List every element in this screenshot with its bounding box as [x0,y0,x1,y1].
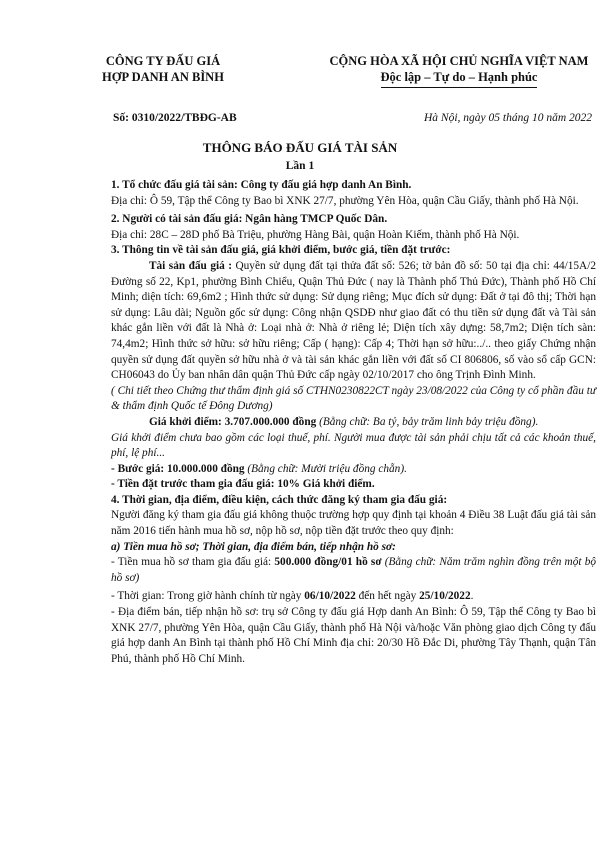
dossier-fee-amount: 500.000 đồng/01 hồ sơ [274,556,382,569]
sale-period-to: 25/10/2022 [419,590,471,603]
asset-description [111,259,596,384]
asset-text: Quyền sử dụng đất tại thửa đất số: 526; tờ bản đồ số: 50 tại địa chỉ: 44/15A/2 Đường số 22, Kp1, phường Bình Chiểu, Quận Thủ Đức ( nay là Thành phố Thủ Đức), Thành phố Hồ Chí Minh; diện tích: 69,6m2 ; Hình thức sử dụng: Sử dụng riêng; Mục đích sử dụng: Đất ở tại đô thị; Thời hạn sử dụng: Lâu dài; Nguồn gốc sử dụng: Công nhận QSDĐ như giao đất có thu tiền sử dụng đất và Tài sản khác gắn liền với đất là Nhà ở: Loại nhà ở: Nhà ở riêng lẻ; Diện tích xây dựng: 58,7m2; Diện tích sàn: 74,4m2; Hình thức sở hữu: sở hữu riêng; Cấp ( hạng): Cấp 4; Thời hạn sở hữu:../.. theo giấy Chứng nhận quyền sử dụng đất quyền sở hữu nhà ở và tài sản khác gắn liền với đất số CI 806806, số vào sổ cấp GCN: CH06043 do Ủy ban nhân dân quận Thủ Đức cấp ngày 02/10/2017 cho ông Trịnh Đình Minh. [111,259,597,382]
sale-period-prefix: - Thời gian: Trong giờ hành chính từ ngày [111,590,305,603]
appraisal-note: ( Chi tiết theo Chứng thư thẩm định giá số CTHN0230822CT ngày 23/08/2022 của Công ty cổ phần đầu tư & thẩm định Quốc tế Đông Dương) [111,384,596,413]
sale-period-mid: đến hết ngày [355,590,420,603]
bid-step-words: (Bằng chữ: Mười triệu đồng chẵn). [244,462,407,475]
section-4a-heading: a) Tiền mua hồ sơ; Thời gian, địa điểm bán, tiếp nhận hồ sơ: [111,540,396,553]
starting-price-label: Giá khởi điểm: 3.707.000.000 đồng [149,415,317,428]
document-title: THÔNG BÁO ĐẤU GIÁ TÀI SẢN [202,140,398,155]
starting-price-words: (Bằng chữ: Ba tỷ, bảy trăm linh bảy triệu đồng). [316,415,539,428]
dossier-fee [111,555,596,586]
section-3-heading: 3. Thông tin về tài sản đấu giá, giá khởi điểm, bước giá, tiền đặt trước: [111,244,451,257]
bid-step-label: - Bước giá: 10.000.000 đồng [111,462,245,475]
org-name-line2: HỢP DANH AN BÌNH [102,70,224,84]
org-name-line1: CÔNG TY ĐẤU GIÁ [105,54,221,68]
starting-price [111,415,596,431]
national-motto: Độc lập – Tự do – Hạnh phúc [381,69,538,88]
nation-name: CỘNG HÒA XÃ HỘI CHỦ NGHĨA VIỆT NAM [329,54,589,68]
section-2-heading: 2. Người có tài sản đấu giá: Ngân hàng TMCP Quốc Dân. [111,213,388,226]
sale-location: - Địa điểm bán, tiếp nhận hồ sơ: trụ sở Công ty đấu giá Hợp danh An Bình: Ô 59, Tập thể Công ty Bao bì XNK 27/7, phường Yên Hòa, quận Cầu Giấy, thành phố Hà Nội và/hoặc Văn phòng giao dịch Công ty đấu giá hợp danh An Bình tại thành phố Hồ Chí Minh địa chỉ: 20/30 Hồ Đắc Di, phường Tây Thạnh, quận Tân Phú, thành phố Hồ Chí Minh. [111,606,596,665]
section-1-address: Địa chỉ: Ô 59, Tập thể Công ty Bao bì XNK 27/7, phường Yên Hòa, quận Cầu Giấy, thành phố Hà Nội. [111,194,579,207]
asset-label: Tài sản đấu giá : [149,259,233,272]
section-1-heading: 1. Tổ chức đấu giá tài sản: Công ty đấu giá hợp danh An Bình. [111,179,412,191]
sale-period-from: 06/10/2022 [304,590,356,603]
national-header [318,53,600,88]
dossier-fee-prefix: - Tiền mua hồ sơ tham gia đấu giá: [111,556,275,569]
issue-date: Hà Nội, ngày 05 tháng 10 năm 2022 [423,112,592,124]
org-header [98,53,228,85]
bid-step [111,462,596,478]
section-4-intro: Người đăng ký tham gia đấu giá không thuộc trường hợp quy định tại khoản 4 Điều 38 Luật đấu giá tài sản năm 2016 tiến hành mua hồ sơ, nộp hồ sơ, nộp tiền đặt trước theo quy định: [111,509,596,538]
deposit: - Tiền đặt trước tham gia đấu giá: 10% Giá khởi điểm. [111,478,375,491]
document-body [111,178,596,667]
sale-period: - Thời gian: Trong giờ hành chính từ ngày 06/10/2022 đến hết ngày 25/10/2022. [111,590,474,603]
dossier-fee-words: (Bằng chữ: Năm trăm nghìn đồng trên một bộ hồ sơ) [111,556,596,584]
reference-number: Số: 0310/2022/TBĐG-AB [113,112,237,124]
section-2-address: Địa chỉ: 28C – 28D phố Bà Triệu, phường Hàng Bài, quận Hoàn Kiếm, thành phố Hà Nội. [111,228,520,241]
section-4-heading: 4. Thời gian, địa điểm, điều kiện, cách thức đăng ký tham gia đấu giá: [111,493,448,506]
starting-price-note: Giá khởi điểm chưa bao gồm các loại thuế, phí. Người mua được tài sản phải chịu tất cả các khoản thuế, phí, lệ phí... [111,431,596,460]
auction-round: Lần 1 [285,160,315,172]
